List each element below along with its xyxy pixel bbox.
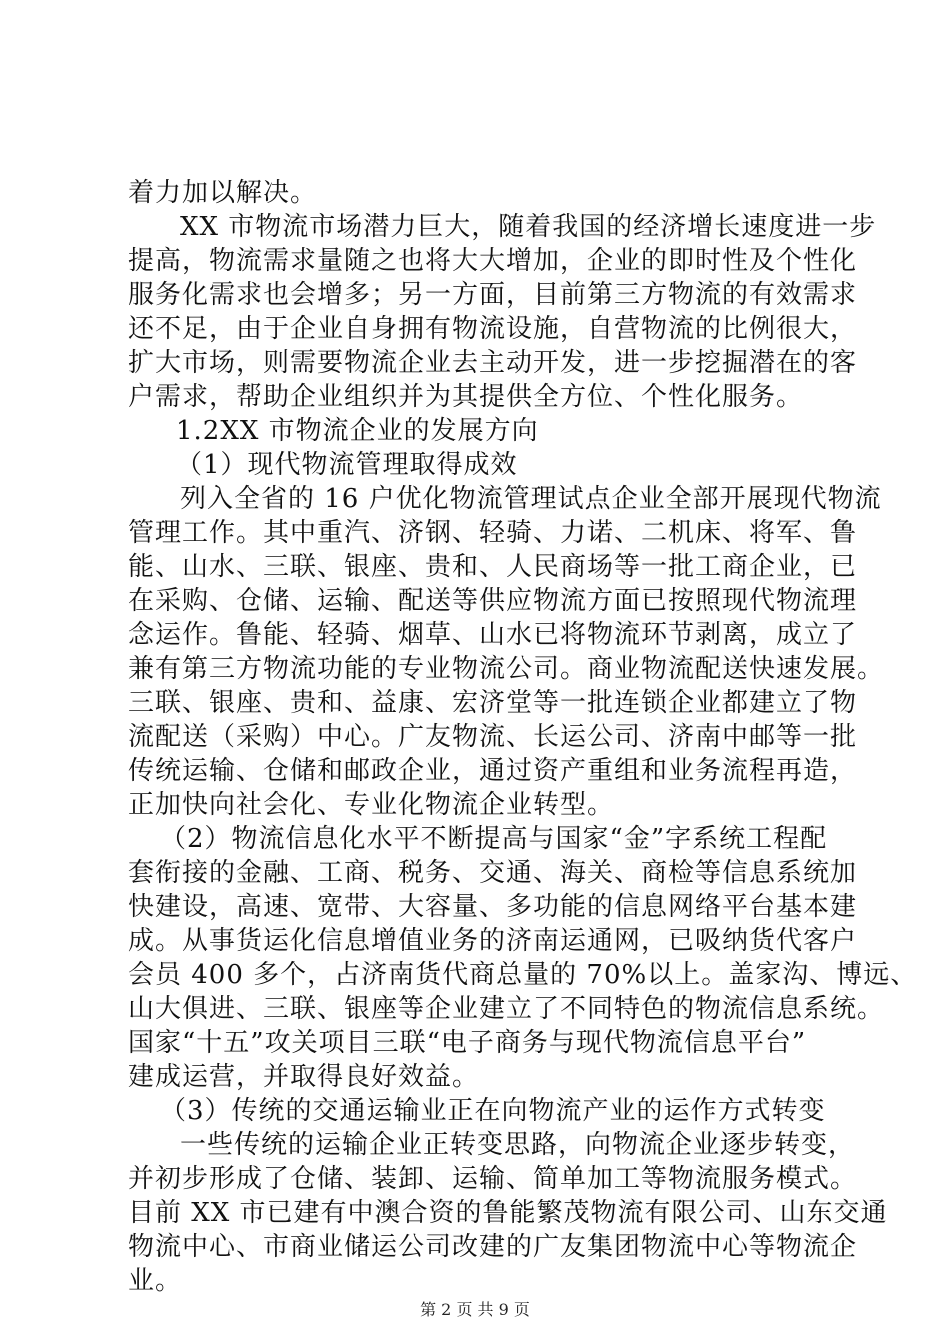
section-heading: 1.2XX 市物流企业的发展方向 (176, 416, 539, 446)
text-line: XX 市物流市场潜力巨大，随着我国的经济增长速度进一步 (180, 212, 877, 242)
text-line: 会员 400 多个，占济南货代商总量的 70%以上。盖家沟、博远、 (128, 960, 918, 990)
text-line: 目前 XX 市已建有中澳合资的鲁能繁茂物流有限公司、山东交通 (128, 1198, 888, 1228)
text-line: 兼有第三方物流功能的专业物流公司。商业物流配送快速发展。 (128, 654, 885, 684)
text-line: 在采购、仓储、运输、配送等供应物流方面已按照现代物流理 (128, 586, 858, 616)
text-line: 国家“十五”攻关项目三联“电子商务与现代物流信息平台” (128, 1028, 807, 1058)
text-line: 业。 (128, 1266, 183, 1296)
text-line: 三联、银座、贵和、益康、宏济堂等一批连锁企业都建立了物 (128, 688, 858, 718)
text-line: 还不足，由于企业自身拥有物流设施，自营物流的比例很大， (128, 314, 858, 344)
text-line: 列入全省的 16 户优化物流管理试点企业全部开展现代物流 (180, 484, 882, 514)
text-line: 着力加以解决。 (128, 178, 318, 208)
text-line: 建成运营，并取得良好效益。 (128, 1062, 480, 1092)
text-line: 提高，物流需求量随之也将大大增加，企业的即时性及个性化 (128, 246, 858, 276)
text-line: 物流中心、市商业储运公司改建的广友集团物流中心等物流企 (128, 1232, 858, 1262)
subsection-heading: （3）传统的交通运输业正在向物流产业的运作方式转变 (160, 1096, 826, 1126)
text-line: 正加快向社会化、专业化物流企业转型。 (128, 790, 615, 820)
page-number-footer: 第 2 页 共 9 页 (420, 1300, 530, 1319)
text-line: 扩大市场，则需要物流企业去主动开发，进一步挖掘潜在的客 (128, 348, 858, 378)
text-line: 能、山水、三联、银座、贵和、人民商场等一批工商企业，已 (128, 552, 858, 582)
subsection-heading: （1）现代物流管理取得成效 (176, 450, 518, 480)
text-line: 服务化需求也会增多；另一方面，目前第三方物流的有效需求 (128, 280, 858, 310)
text-line: 一些传统的运输企业正转变思路，向物流企业逐步转变， (180, 1130, 856, 1160)
text-line: 传统运输、仓储和邮政企业，通过资产重组和业务流程再造， (128, 756, 858, 786)
text-line: 快建设，高速、宽带、大容量、多功能的信息网络平台基本建 (128, 892, 858, 922)
text-line: 并初步形成了仓储、装卸、运输、简单加工等物流服务模式。 (128, 1164, 858, 1194)
text-line: 念运作。鲁能、轻骑、烟草、山水已将物流环节剥离，成立了 (128, 620, 858, 650)
text-line: 管理工作。其中重汽、济钢、轻骑、力诺、二机床、将军、鲁 (128, 518, 858, 548)
subsection-heading: （2）物流信息化水平不断提高与国家“金”字系统工程配 (160, 824, 828, 854)
text-line: 套衔接的金融、工商、税务、交通、海关、商检等信息系统加 (128, 858, 858, 888)
text-line: 户需求，帮助企业组织并为其提供全方位、个性化服务。 (128, 382, 804, 412)
text-line: 成。从事货运化信息增值业务的济南运通网，已吸纳货代客户 (128, 926, 858, 956)
text-line: 山大俱进、三联、银座等企业建立了不同特色的物流信息系统。 (128, 994, 885, 1024)
text-line: 流配送（采购）中心。广友物流、长运公司、济南中邮等一批 (128, 722, 858, 752)
